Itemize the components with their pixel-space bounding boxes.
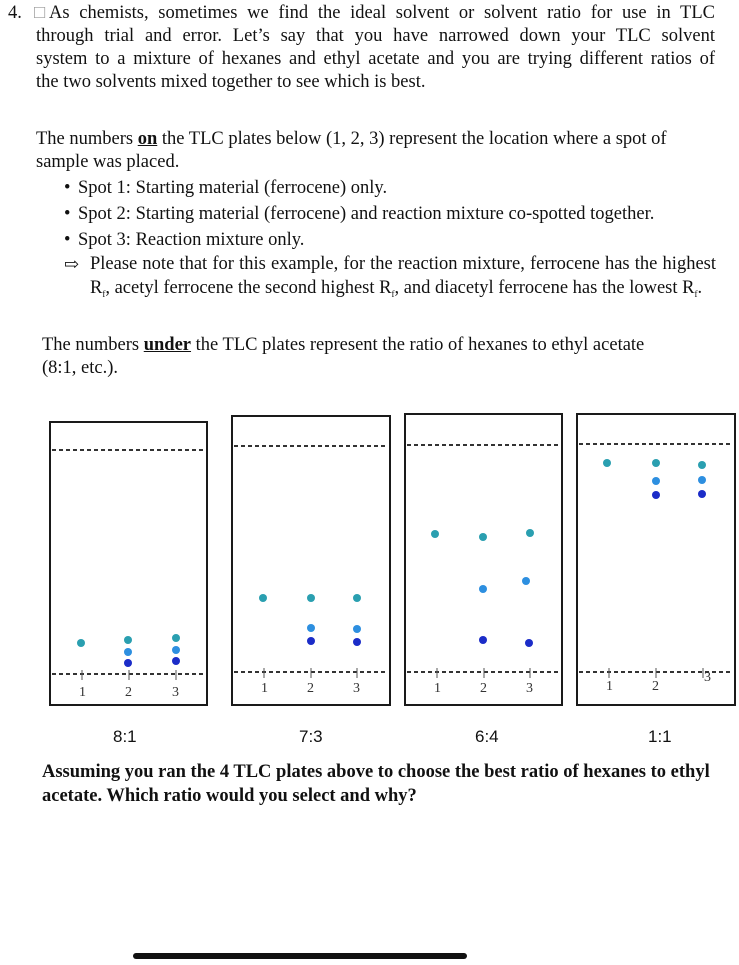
note-block xyxy=(64,253,716,306)
under-line-2: (8:1, etc.). xyxy=(42,358,119,378)
final-question: Assuming you ran the 4 TLC plates above to choose the best ratio of hexanes to ethyl acetate. Which ratio would you select and why? xyxy=(42,762,710,806)
question-line-1: As chemists, sometimes we find the ideal solvent or solvent ratio for use in TLC xyxy=(49,3,715,23)
bullet-icon: • xyxy=(64,178,71,198)
lane-label: 3 xyxy=(353,681,360,696)
lane-label: 1 xyxy=(434,681,441,696)
list-item: • Spot 1: Starting material (ferrocene) only. xyxy=(64,175,724,201)
subscript-f: f xyxy=(694,288,698,299)
arrow-right-icon: ⇨ xyxy=(64,254,80,274)
lane-label: 1 xyxy=(261,681,268,696)
lane-label: 2 xyxy=(307,681,314,696)
lane-label: 1 xyxy=(79,685,86,700)
checkbox-glyph: □ xyxy=(34,3,46,23)
question-line-2: through trial and error. Let’s say that you have narrowed down your TLC solvent xyxy=(36,26,715,46)
lane-label: 2 xyxy=(652,679,659,694)
under-line-1: The numbers under the TLC plates represent the ratio of hexanes to ethyl acetate xyxy=(42,335,645,355)
question-line-4: the two solvents mixed together to see which is best. xyxy=(36,72,426,92)
bullet-icon: • xyxy=(64,204,71,224)
lane-label: 3 xyxy=(526,681,533,696)
subscript-f: f xyxy=(102,288,106,299)
lane-label: 3 xyxy=(704,670,711,685)
ratio-label-1-1: 1:1 xyxy=(648,727,672,746)
subscript-f: f xyxy=(391,288,395,299)
tlc-plate-6-4 xyxy=(405,414,562,705)
intro-text-a: The numbers xyxy=(36,129,138,149)
under-emphasis: under xyxy=(143,335,192,355)
lane-label: 3 xyxy=(172,685,179,700)
intro-emphasis: on xyxy=(137,129,158,149)
question-line-3: system to a mixture of hexanes and ethyl acetate and you are trying different ratios of xyxy=(36,49,715,69)
tlc-plate-8-1 xyxy=(50,422,207,705)
list-item: • Spot 2: Starting material (ferrocene) and reaction mixture co-spotted together. xyxy=(64,201,724,227)
note-text: Please note that for this example, for the reaction mixture, ferrocene has the highest $R_f$, acetyl ferrocene the second highest $R_f$, and diacetyl ferrocene has the lowest $R_f$. xyxy=(90,254,716,299)
intro-line-2: sample was placed. xyxy=(36,152,180,172)
bullet-icon: • xyxy=(64,230,71,250)
intro-text-b: the TLC plates below (1, 2, 3) represent the location where a spot of xyxy=(157,129,667,149)
spot-list xyxy=(64,175,724,253)
lane-label: 2 xyxy=(125,685,132,700)
lane-label: 1 xyxy=(606,679,613,694)
list-item: • Spot 3: Reaction mixture only. xyxy=(64,227,724,253)
question-number: 4. xyxy=(8,3,22,23)
home-indicator[interactable] xyxy=(133,953,467,959)
ratio-label-6-4: 6:4 xyxy=(475,727,499,746)
ratio-label-7-3: 7:3 xyxy=(299,727,323,746)
tlc-plate-1-1 xyxy=(577,414,735,705)
tlc-plates-figure xyxy=(0,408,739,718)
tlc-plate-7-3 xyxy=(232,416,390,705)
intro-line-1 xyxy=(36,129,715,150)
ratio-label-8-1: 8:1 xyxy=(113,727,137,746)
lane-label: 2 xyxy=(480,681,487,696)
